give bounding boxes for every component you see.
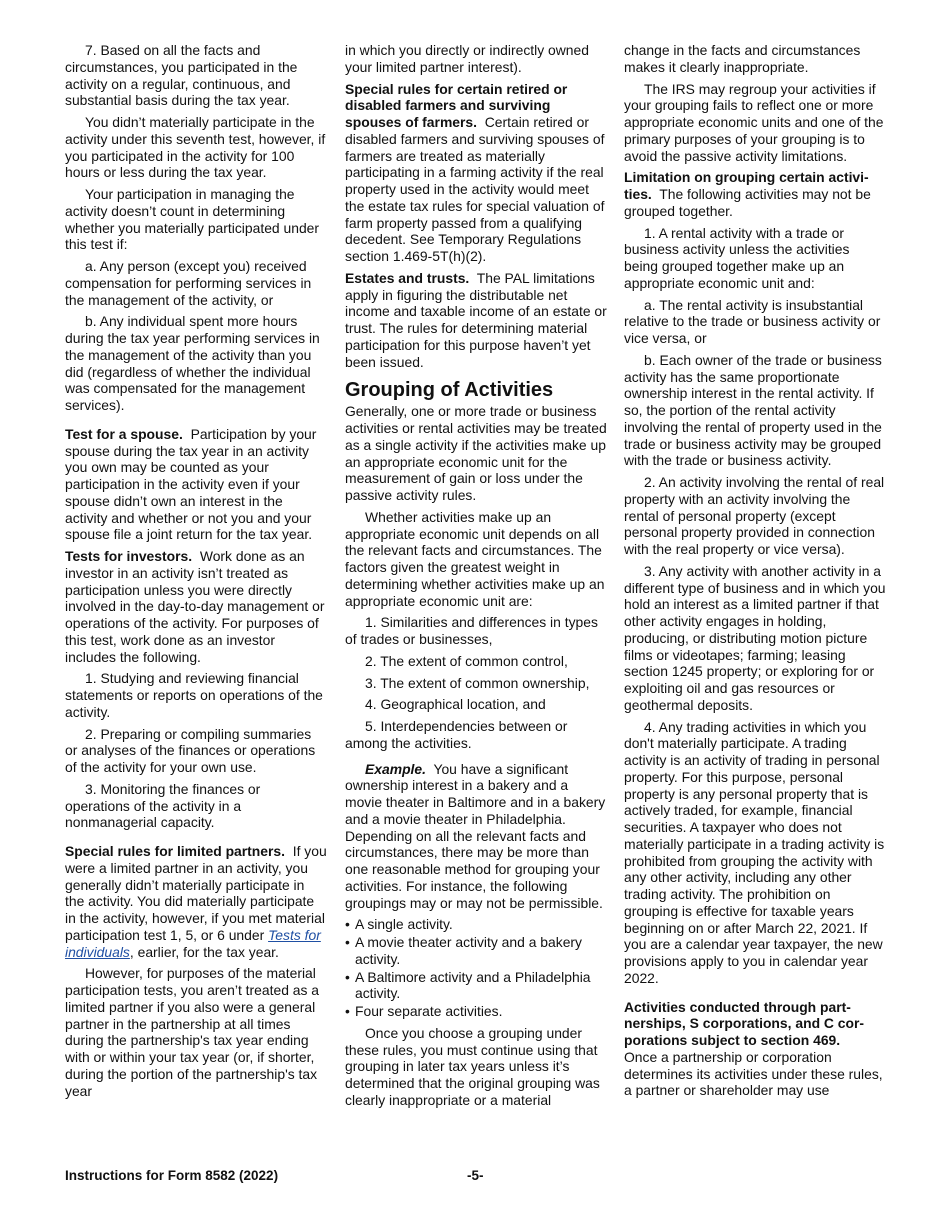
paragraph-text: Work done as an investor in an activity isn’t treated as participation unless you were directly involved in the day-to-day management or operations of the activity. For purposes of this test, work done as an investor includes the following. — [65, 548, 325, 665]
list-item: b. Each owner of the trade or business activity has the same proportionate ownership interest in the rental activity. If so, the portion of the rental activity involving the rental of property used in the trade or business activity may be grouped with the trade or business activity. — [624, 351, 882, 469]
paragraph: change in the facts and circumstances makes it clearly inappropriate. — [624, 42, 861, 75]
bullet-icon: • — [345, 968, 350, 985]
list-item: 5. Interdependencies between or among the activities. — [345, 718, 568, 751]
paragraph — [624, 169, 886, 219]
paragraph-text: The following activities may not be grouped together. — [624, 186, 871, 219]
column-2 — [345, 42, 607, 1114]
list-item: 2. The extent of common control, — [365, 652, 568, 669]
paragraph — [345, 81, 607, 265]
list-item: 3. The extent of common ownership, — [365, 674, 590, 691]
list-item: 1. Similarities and differences in types of trades or businesses, — [345, 614, 598, 647]
paragraph — [65, 548, 327, 665]
paragraph: Your participation in managing the activity doesn’t count in determining whether you materially participated under this test if: — [65, 186, 320, 253]
run-in-heading: Tests for investors. — [65, 548, 193, 564]
paragraph: Once you choose a grouping under these rules, you must continue using that grouping in later tax years unless it’s determined that the original grouping was clearly inappropriate or a material — [345, 1024, 600, 1108]
column-3 — [624, 42, 886, 1104]
list-item: 1. Studying and reviewing financial statements or reports on operations of the activity. — [65, 670, 323, 720]
bullet-icon: • — [345, 916, 350, 933]
paragraph — [345, 270, 607, 371]
list-item: 2. An activity involving the rental of real property with an activity involving the rental of personal property (except personal property provided in connection with the real property or vice versa). — [624, 474, 885, 557]
list-item: 4. Geographical location, and — [365, 696, 546, 713]
paragraph — [345, 761, 607, 912]
list-item: 1. A rental activity with a trade or business activity unless the activities being grouped together make up an appropriate economic unit and: — [624, 224, 850, 291]
list-item: 3. Any activity with another activity in a different type of business and in which you hold an interest as a limited partner if that other activity engages in holding, producing, or distributing motion picture films or videotapes; farming; leasing section 1245 property; or exploring for or exploiting oil and gas resources or geothermal deposits. — [624, 562, 886, 713]
paragraph: a. Any person (except you) received compensation for performing services in the management of the activity, or — [65, 258, 312, 308]
paragraph: You didn’t materially participate in the activity under this seventh test, however, if you participated in the activity for 100 hours or less during the tax year. — [65, 114, 326, 181]
bullet-item: • Four separate activities. — [345, 1003, 503, 1019]
run-in-heading: Activities conducted through part-nerships, S corporations, and C cor-porations subject to section 469. — [624, 998, 865, 1048]
example-label: Example. — [365, 760, 426, 777]
paragraph: Whether activities make up an appropriate economic unit depends on all the relevant facts and circumstances. The factors given the greatest weight in determining whether activities make up an appropriate economic unit are: — [345, 508, 605, 609]
tests-for-individuals-link[interactable]: Tests for individuals — [65, 926, 321, 960]
list-item: 3. Monitoring the finances or operations of the activity in a nonmanagerial capacity. — [65, 780, 261, 831]
list-item: 4. Any trading activities in which you don't materially participate. A trading activity is an activity of trading in personal property. For this purpose, personal property is any personal property that is actively traded, for example, financial securities. A taxpayer who does not materially participate in a trading activity is prohibited from grouping the activity with any other activity, including any other trading activity. The prohibition on grouping is effective for taxable years beginning on or after March 22, 2021. If you are a calendar year taxpayer, the new provisions apply to you in calendar year 2022. — [624, 718, 885, 986]
paragraph: The IRS may regroup your activities if your grouping fails to reflect one or more appropriate economic units and one of the primary purposes of your grouping is to avoid the passive activity limitations. — [624, 80, 884, 164]
bullet-item: • A single activity. — [345, 916, 453, 933]
bullet-item: • A Baltimore activity and a Philadelphia activity. — [345, 968, 591, 1002]
paragraph: 7. Based on all the facts and circumstances, you participated in the activity on a regular, continuous, and substantial basis during the tax year. — [65, 42, 298, 109]
bullet-item: • A movie theater activity and a bakery activity. — [345, 934, 582, 967]
form-title: Instructions for Form 8582 (2022) — [65, 1168, 279, 1183]
run-in-heading: Test for a spouse. — [65, 425, 183, 442]
paragraph-text: The PAL limitations apply in figuring the distributable net income and taxable income of an estate or trust. The rules for determining material participation for this purpose haven’t yet been issued. — [345, 269, 607, 370]
bullet-icon: • — [345, 934, 350, 950]
paragraph — [624, 999, 886, 1100]
paragraph-text: Participation by your spouse during the tax year in an activity you own may be counted as your participation in the activity even if your spouse didn’t own an interest in the activity and whether or not you and your spouse file a joint return for the tax year. — [65, 425, 317, 543]
paragraph: However, for purposes of the material participation tests, you aren’t treated as a limited partner if you also were a general partner in the partnership at all times during the partnership's tax year ending with or within your tax year (or, if shorter, during the portion of the partnership's tax year — [65, 965, 320, 1099]
run-in-heading: Special rules for certain retired or disabled farmers and surviving spouses of farmers. — [345, 80, 568, 130]
paragraph — [65, 426, 327, 543]
paragraph-text: Certain retired or disabled farmers and surviving spouses of farmers are treated as materially participating in a farming activity if the real property used in the activity would meet the estate tax rules for special valuation of farm property passed from a qualifying decedent. See Temporary Regulations section 1.469-5T(h)(2). — [345, 114, 605, 264]
run-in-heading: Limitation on grouping certain activi-ties. — [624, 169, 869, 202]
bullet-icon: • — [345, 1003, 350, 1019]
run-in-heading: Estates and trusts. — [345, 269, 470, 286]
paragraph-text: , earlier, for the tax year. — [129, 943, 279, 960]
paragraph-text: You have a significant ownership interest in a bakery and a movie theater in Baltimore and in a bakery and a movie theater in Philadelphia. Depending on all the relevant facts and circumstances, there may be more than one reasonable method for grouping your activities. For instance, the following groupings may or may not be permissible. — [345, 760, 606, 911]
list-item: 2. Preparing or compiling summaries or analyses of the finances or operations of the activity for your own use. — [65, 725, 316, 775]
run-in-heading: Special rules for limited partners. — [65, 843, 286, 859]
list-item: a. The rental activity is insubstantial relative to the trade or business activity or vice versa, or — [624, 296, 881, 346]
paragraph-text: If you were a limited partner in an activity, you generally didn’t materially participate in the activity. You did materially participate in the activity, however, if you met material participation test 1, 5, or 6 under — [65, 843, 327, 943]
paragraph — [65, 843, 327, 960]
paragraph: b. Any individual spent more hours during the tax year performing services in the management of the activity than you did (regardless of whether the individual was compensated for the management services). — [65, 313, 320, 413]
page-footer — [65, 1168, 885, 1188]
page-number: -5- — [467, 1168, 484, 1183]
section-heading: Grouping of Activities — [345, 379, 554, 402]
paragraph-text: Once a partnership or corporation determines its activities under these rules, a partner or shareholder may use — [624, 1048, 883, 1099]
column-1 — [65, 42, 327, 1104]
paragraph: Generally, one or more trade or business activities or rental activities may be treated as a single activity if the activities make up an appropriate economic unit for the measurement of gain or loss under the passive activity rules. — [345, 403, 607, 503]
paragraph: in which you directly or indirectly owned your limited partner interest). — [345, 42, 589, 75]
